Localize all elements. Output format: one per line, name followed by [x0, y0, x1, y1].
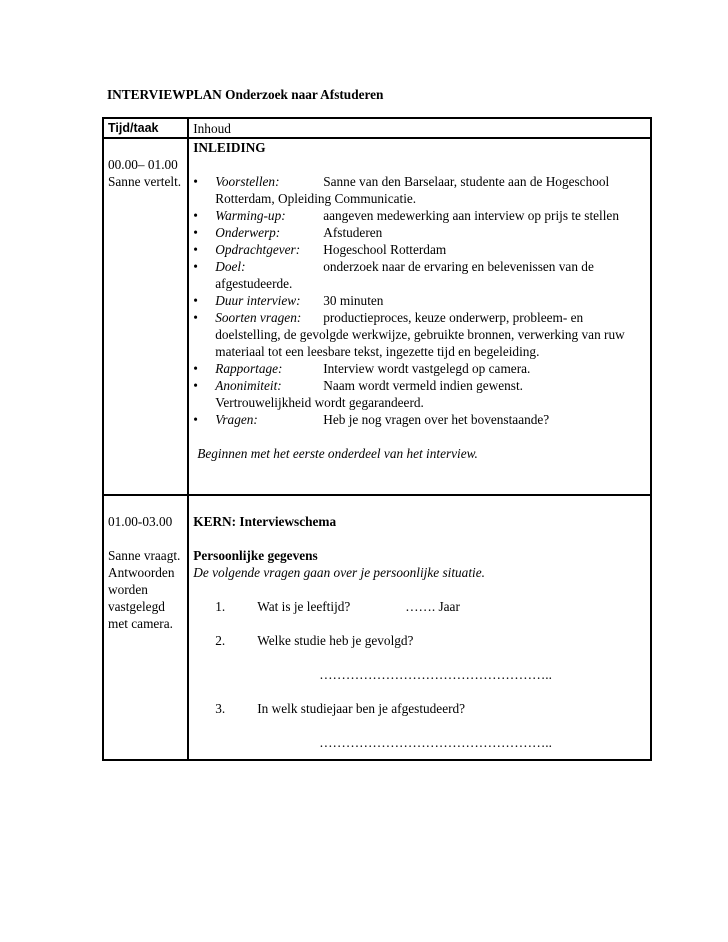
intro-time: 00.00– 01.00 [108, 157, 178, 172]
list-item: • Soorten vragen: productieproces, keuze onderwerp, probleem- en doelstelling, de gevolgde werkwijze, gebruikte bronnen, verwerking van ruw materiaal tot een leesbare tekst, ingezette tijd en begeleiding. [193, 310, 625, 359]
bullet-icon: • [193, 242, 198, 257]
header-time-task: Tijd/taak [103, 118, 188, 138]
list-item: • Voorstellen: Sanne van den Barselaar, studente aan de Hogeschool Rotterdam, Opleiding Communicatie. [193, 174, 610, 206]
bullet-icon: • [193, 208, 198, 223]
interview-plan-table [102, 117, 652, 761]
header-content: Inhoud [188, 118, 651, 138]
intro-row [103, 138, 651, 495]
bullet-icon: • [193, 361, 198, 376]
core-row [103, 495, 651, 760]
question-item: 2. Welke studie heb je gevolgd? [215, 633, 414, 648]
core-subtext: De volgende vragen gaan over je persoonlijke situatie. [193, 565, 485, 580]
list-item: • Vragen: Heb je nog vragen over het bovenstaande? [193, 412, 550, 427]
list-item: • Opdrachtgever: Hogeschool Rotterdam [193, 242, 447, 257]
core-subheading: Persoonlijke gegevens [193, 548, 318, 563]
answer-line [193, 734, 646, 751]
bullet-icon: • [193, 310, 198, 325]
answer-line [193, 666, 646, 683]
answer-blank: …………………………………………….. [319, 667, 552, 682]
intro-task: Sanne vertelt. [108, 174, 182, 189]
list-item: • Onderwerp: Afstuderen [193, 225, 383, 240]
list-item: • Doel: onderzoek naar de ervaring en belevenissen van de afgestudeerde. [193, 259, 594, 291]
core-time-cell [103, 495, 188, 760]
intro-content-cell [188, 138, 651, 495]
answer-blank: …………………………………………….. [319, 735, 552, 750]
bullet-icon: • [193, 412, 198, 427]
intro-heading: INLEIDING [193, 140, 266, 155]
bullet-icon: • [193, 259, 198, 274]
intro-closing-note: Beginnen met het eerste onderdeel van het interview. [197, 446, 478, 461]
list-item: • Warming-up: aangeven medewerking aan interview op prijs te stellen [193, 208, 619, 223]
bullet-icon: • [193, 293, 198, 308]
list-item: • Rapportage: Interview wordt vastgelegd op camera. [193, 361, 531, 376]
core-content-cell [188, 495, 651, 760]
bullet-icon: • [193, 225, 198, 240]
bullet-icon: • [193, 378, 198, 393]
question-item: 1. Wat is je leeftijd? ……. Jaar [215, 599, 460, 614]
question-list [193, 598, 646, 751]
question-item: 3. In welk studiejaar ben je afgestudeerd? [215, 701, 466, 716]
intro-time-cell [103, 138, 188, 495]
core-task: Sanne vraagt. Antwoorden worden vastgelegd met camera. [108, 548, 181, 631]
core-time: 01.00-03.00 [108, 514, 173, 529]
list-item: • Duur interview: 30 minuten [193, 293, 384, 308]
document-title: INTERVIEWPLAN Onderzoek naar Afstuderen [107, 87, 384, 102]
list-item: • Anonimiteit: Naam wordt vermeld indien gewenst. Vertrouwelijkheid wordt gegarandeerd. [193, 378, 523, 410]
core-heading: KERN: Interviewschema [193, 514, 337, 529]
table-header-row [103, 118, 651, 138]
answer-blank: ……. Jaar [405, 599, 460, 614]
intro-list [193, 173, 646, 428]
bullet-icon: • [193, 174, 198, 189]
